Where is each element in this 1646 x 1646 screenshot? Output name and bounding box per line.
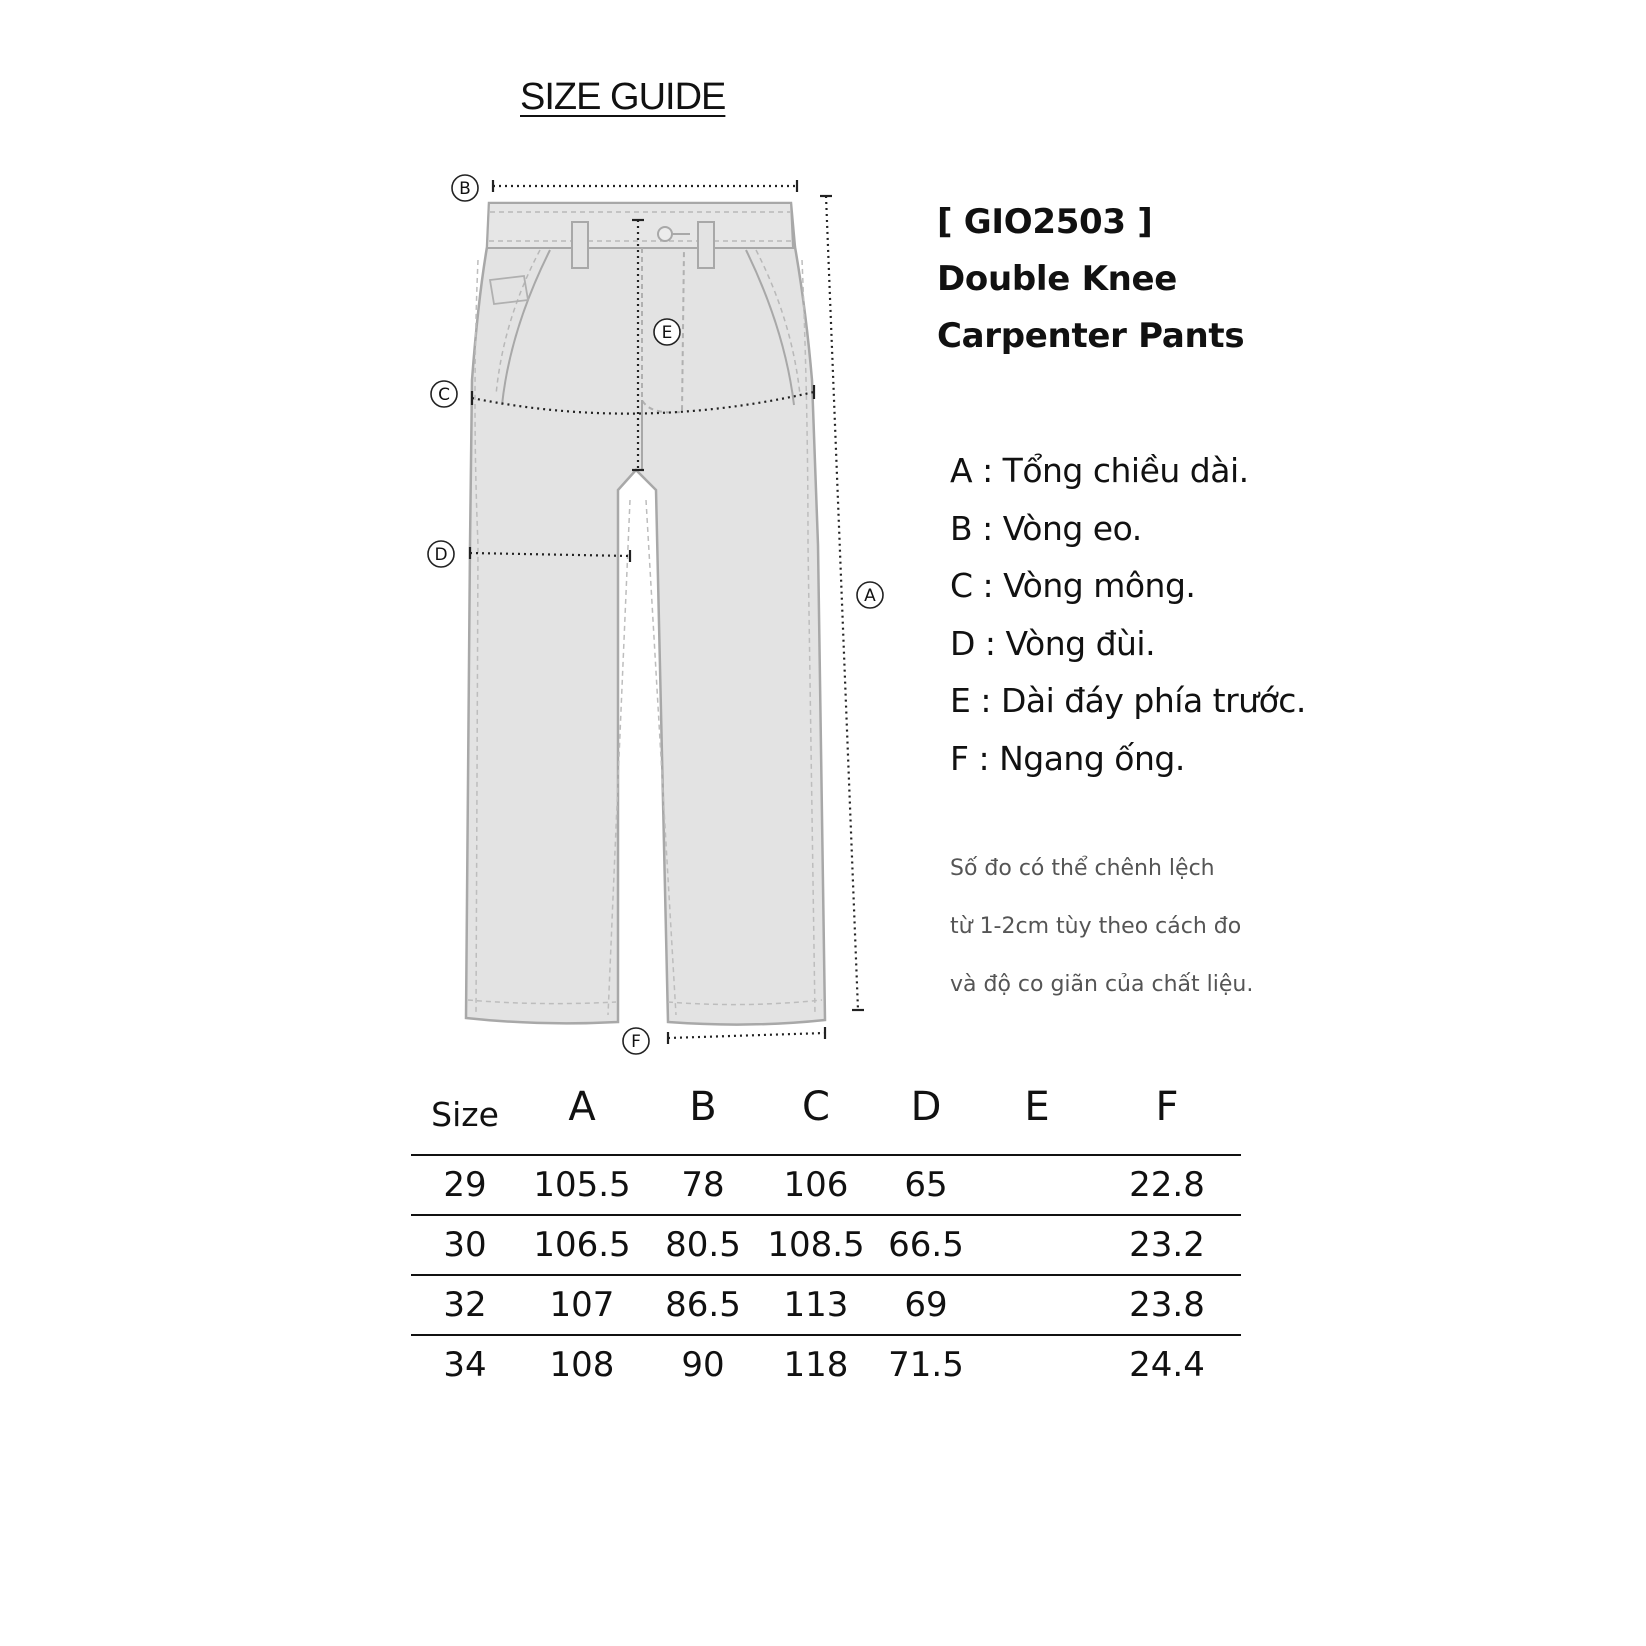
cell-d: 69	[871, 1275, 981, 1335]
cell-e	[981, 1215, 1093, 1275]
header-size: Size	[411, 1060, 519, 1155]
marker-c	[431, 381, 457, 407]
page-title: SIZE GUIDE	[520, 76, 726, 118]
cell-f: 23.2	[1093, 1215, 1241, 1275]
header-f: F	[1093, 1060, 1241, 1155]
product-name-line-2: Carpenter Pants	[937, 316, 1245, 356]
table-row	[411, 1275, 1241, 1335]
pants-illustration	[466, 203, 825, 1025]
svg-text:D: D	[434, 545, 448, 565]
marker-a	[857, 582, 883, 608]
size-table	[411, 1060, 1241, 1394]
table-row	[411, 1335, 1241, 1394]
belt-loop-right	[698, 222, 714, 268]
product-name-line-1: Double Knee	[937, 259, 1178, 299]
note-line-3: và độ co giãn của chất liệu.	[950, 972, 1254, 997]
note-line-1: Số đo có thể chênh lệch	[950, 856, 1215, 881]
cell-size: 34	[443, 1345, 487, 1385]
legend-item-d: D : Vòng đùi.	[950, 623, 1156, 663]
svg-text:C: C	[438, 385, 450, 405]
svg-text:B: B	[459, 179, 471, 199]
cell-b: 80.5	[645, 1215, 761, 1275]
cell-d: 71.5	[888, 1345, 964, 1385]
legend-item-a: A : Tổng chiều dài.	[950, 451, 1249, 490]
cell-c: 106	[761, 1155, 871, 1215]
pants-silhouette	[466, 203, 825, 1025]
svg-text:A: A	[864, 586, 876, 606]
marker-b	[452, 175, 478, 201]
cell-b: 90	[681, 1345, 725, 1385]
belt-loop-left	[572, 222, 588, 268]
cell-e	[981, 1275, 1093, 1335]
cell-f: 22.8	[1093, 1155, 1241, 1215]
cell-d: 66.5	[871, 1215, 981, 1275]
table-row	[411, 1215, 1241, 1275]
measurement-note	[950, 840, 1253, 1014]
header-b: B	[645, 1060, 761, 1155]
cell-f: 24.4	[1129, 1345, 1205, 1385]
product-code: [ GIO2503 ]	[937, 202, 1153, 242]
svg-text:F: F	[631, 1032, 641, 1052]
header-e: E	[981, 1060, 1093, 1155]
measure-line-f	[668, 1033, 825, 1038]
cell-a: 108	[549, 1345, 615, 1385]
legend-item-c: C : Vòng mông.	[950, 566, 1196, 605]
table-row	[411, 1155, 1241, 1215]
legend-item-e: E : Dài đáy phía trước.	[950, 681, 1306, 720]
cell-a: 107	[519, 1275, 645, 1335]
legend-item-f: F : Ngang ống.	[950, 738, 1185, 778]
table-header-row	[411, 1060, 1241, 1155]
header-d: D	[871, 1060, 981, 1155]
measure-line-a	[826, 196, 858, 1010]
marker-d	[428, 541, 454, 567]
cell-a: 106.5	[519, 1215, 645, 1275]
cell-f: 23.8	[1093, 1275, 1241, 1335]
cell-b: 86.5	[645, 1275, 761, 1335]
waistband	[487, 203, 793, 248]
note-line-2: từ 1-2cm tùy theo cách đo	[950, 914, 1242, 939]
product-heading	[937, 194, 1244, 365]
marker-f	[623, 1028, 649, 1054]
cell-a: 105.5	[519, 1155, 645, 1215]
svg-text:E: E	[661, 323, 673, 343]
button	[658, 227, 672, 241]
cell-c: 118	[783, 1345, 849, 1385]
cell-size: 29	[411, 1155, 519, 1215]
cell-size: 32	[411, 1275, 519, 1335]
cell-c: 108.5	[761, 1215, 871, 1275]
header-a: A	[519, 1060, 645, 1155]
legend-item-b: B : Vòng eo.	[950, 508, 1142, 548]
cell-e	[981, 1155, 1093, 1215]
marker-e	[654, 319, 680, 345]
header-c: C	[761, 1060, 871, 1155]
cell-b: 78	[645, 1155, 761, 1215]
cell-d: 65	[871, 1155, 981, 1215]
cell-size: 30	[411, 1215, 519, 1275]
measurement-legend	[950, 442, 1306, 787]
cell-c: 113	[761, 1275, 871, 1335]
cell-e	[981, 1335, 1093, 1394]
